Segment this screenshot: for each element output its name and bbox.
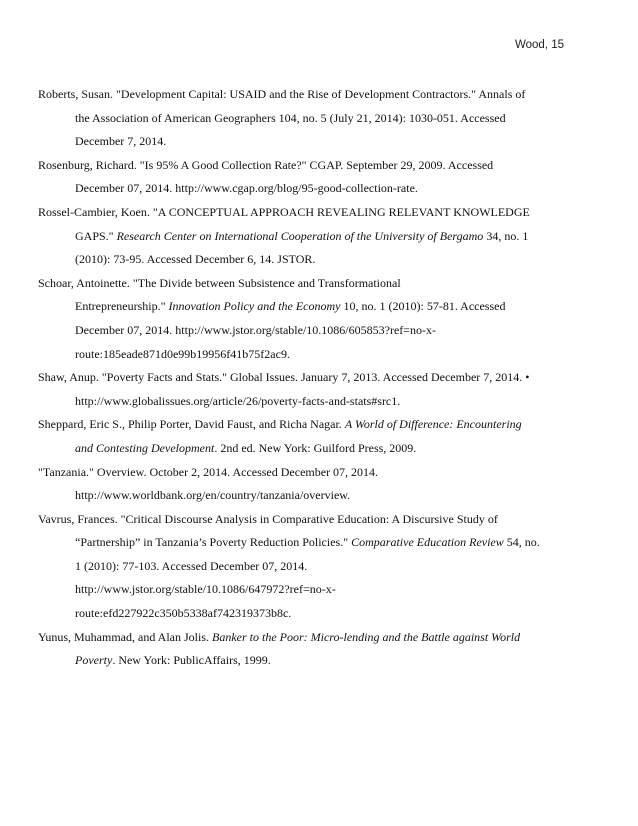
entry-line: http://www.jstor.org/stable/10.1086/647972?ref=no-x- (75, 582, 336, 597)
entry-line: 1 (2010): 77-103. Accessed December 07, 2014. (75, 558, 308, 573)
publication-title: Innovation Policy and the Economy (168, 299, 341, 314)
entry-text: “Partnership” in Tanzania’s Poverty Reduction Policies." (75, 535, 352, 550)
entry-line: Rossel-Cambier, Koen. "A CONCEPTUAL APPROACH REVEALING RELEVANT KNOWLEDGE (38, 204, 530, 219)
publication-title: Comparative Education Review (351, 535, 504, 550)
bibliography-entry (38, 461, 578, 508)
bibliography-entry (38, 626, 578, 673)
entry-line (38, 437, 578, 461)
entry-text: Sheppard, Eric S., Philip Porter, David Faust, and Richa Nagar. (38, 417, 345, 432)
entry-line: route:185eade871d0e99b19956f41b75f2ac9. (75, 346, 290, 361)
bibliography-entry (38, 201, 578, 272)
entry-line: Vavrus, Frances. "Critical Discourse Analysis in Comparative Education: A Discursive Study of (38, 511, 498, 526)
bibliography-entry (38, 154, 578, 201)
entry-line: December 07, 2014. http://www.cgap.org/blog/95-good-collection-rate. (75, 181, 418, 196)
entry-text: 10, no. 1 (2010): 57-81. Accessed (340, 299, 506, 314)
entry-text: . 2nd ed. New York: Guilford Press, 2009. (214, 440, 417, 455)
entry-text: GAPS." (75, 228, 117, 243)
publication-title: Banker to the Poor: Micro-lending and the Battle against World (212, 629, 521, 644)
entry-text: Yunus, Muhammad, and Alan Jolis. (38, 629, 212, 644)
entry-line: December 7, 2014. (75, 134, 167, 149)
bibliography-entry (38, 508, 578, 626)
entry-line: Roberts, Susan. "Development Capital: USAID and the Rise of Development Contractors." Annals of (38, 87, 526, 101)
publication-title: A World of Difference: Encountering (344, 417, 522, 432)
bibliography-entry (38, 83, 578, 154)
publication-title: and Contesting Development (75, 440, 215, 455)
entry-line (38, 295, 578, 319)
bibliography-entry (38, 413, 578, 460)
entry-line: Rosenburg, Richard. "Is 95% A Good Collection Rate?" CGAP. September 29, 2009. Accessed (38, 157, 494, 172)
running-header: Wood, 15 (514, 39, 564, 51)
entry-line: Shaw, Anup. "Poverty Facts and Stats." Global Issues. January 7, 2013. Accessed December 7, 2014. • (38, 370, 530, 385)
entry-line: "Tanzania." Overview. October 2, 2014. Accessed December 07, 2014. (38, 464, 379, 479)
entry-text: Entrepreneurship." (75, 299, 169, 314)
entry-line (38, 225, 578, 249)
publication-title: Poverty (75, 653, 113, 668)
bibliography (38, 83, 578, 673)
bibliography-entry (38, 272, 578, 366)
entry-line: (2010): 73-95. Accessed December 6, 14. JSTOR. (75, 252, 316, 267)
entry-line (38, 649, 578, 673)
entry-line: http://www.globalissues.org/article/26/poverty-facts-and-stats#src1. (75, 393, 401, 408)
entry-line (38, 413, 578, 437)
entry-line: the Association of American Geographers 104, no. 5 (July 21, 2014): 1030-051. Accessed (75, 110, 506, 125)
entry-line: http://www.worldbank.org/en/country/tanzania/overview. (75, 488, 351, 503)
entry-line: December 07, 2014. http://www.jstor.org/stable/10.1086/605853?ref=no-x- (75, 322, 437, 337)
entry-line (38, 531, 578, 555)
entry-line: route:efd227922c350b5338af742319373b8c. (75, 606, 292, 621)
entry-line (38, 626, 578, 650)
entry-text: 34, no. 1 (483, 228, 529, 243)
entry-line: Schoar, Antoinette. "The Divide between Subsistence and Transformational (38, 275, 401, 290)
entry-text: . New York: PublicAffairs, 1999. (112, 653, 271, 668)
publication-title: Research Center on International Cooperation of the University of Bergamo (116, 228, 484, 243)
bibliography-entry (38, 366, 578, 413)
entry-text: 54, no. (503, 535, 540, 550)
